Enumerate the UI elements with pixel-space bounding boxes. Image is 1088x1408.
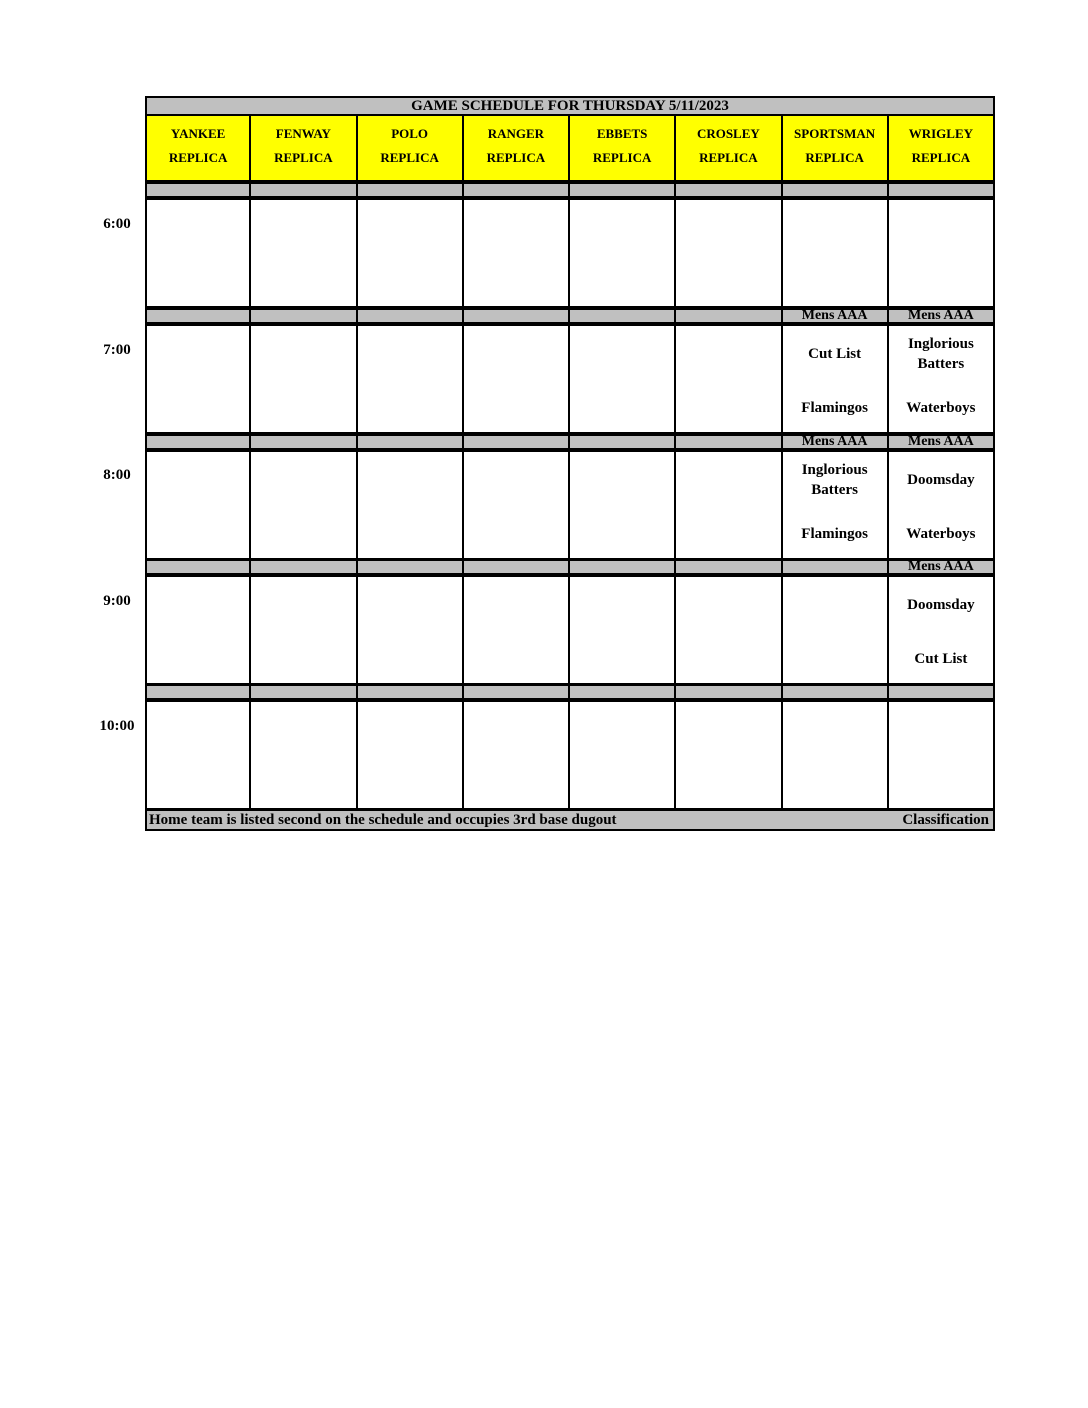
game-cell-wrigley-800: [889, 450, 995, 560]
field-header-row: [145, 116, 995, 182]
classification-cell: [358, 308, 464, 324]
field-header-yankee: YANKEE REPLICA: [145, 116, 251, 182]
away-team: Doomsday: [907, 597, 975, 613]
footer-note: Home team is listed second on the schedule and occupies 3rd base dugout: [149, 812, 617, 828]
classification-cell: [145, 182, 251, 198]
field-header-ranger: RANGER REPLICA: [464, 116, 570, 182]
game-cell: [464, 700, 570, 810]
game-cell: [464, 198, 570, 308]
classification-cell: [889, 182, 995, 198]
game-cell: [783, 575, 889, 685]
game-cell: [358, 198, 464, 308]
game-cell: [570, 700, 676, 810]
classification-band-700: [145, 308, 995, 324]
away-team: Inglorious Batters: [801, 462, 868, 498]
game-cell: [251, 450, 357, 560]
game-cell: [676, 575, 782, 685]
classification-cell: [570, 684, 676, 700]
classification-cell: [464, 182, 570, 198]
game-cell: [464, 575, 570, 685]
game-cell: [570, 198, 676, 308]
game-cell: [676, 700, 782, 810]
time-slot-600: [145, 198, 995, 308]
classification-band-900: [145, 559, 995, 575]
field-header-polo: POLO REPLICA: [358, 116, 464, 182]
classification-wrigley-800: Mens AAA: [889, 434, 995, 450]
field-header-crosley: CROSLEY REPLICA: [676, 116, 782, 182]
game-cell: [251, 700, 357, 810]
game-cell: [358, 324, 464, 434]
schedule-title: GAME SCHEDULE FOR THURSDAY 5/11/2023: [145, 96, 995, 116]
classification-cell: [783, 684, 889, 700]
classification-cell: [251, 308, 357, 324]
game-cell: [676, 198, 782, 308]
game-cell: [145, 198, 251, 308]
field-header-ebbets: EBBETS REPLICA: [570, 116, 676, 182]
classification-band-800: [145, 434, 995, 450]
game-cell: [464, 450, 570, 560]
classification-cell: [358, 559, 464, 575]
classification-cell: [783, 182, 889, 198]
classification-cell: [570, 559, 676, 575]
away-team: Cut List: [808, 346, 862, 362]
home-team: Waterboys: [906, 400, 976, 416]
game-cell: [676, 324, 782, 434]
classification-band-1000: [145, 684, 995, 700]
game-cell-wrigley-900: [889, 575, 995, 685]
classification-wrigley-900: Mens AAA: [889, 559, 995, 575]
time-label-600: 6:00: [103, 216, 131, 232]
game-cell: [783, 700, 889, 810]
home-team: Flamingos: [801, 400, 868, 416]
classification-cell: [783, 559, 889, 575]
time-label-900: 9:00: [103, 593, 131, 609]
time-label-1000: 10:00: [99, 718, 135, 734]
game-cell: [783, 198, 889, 308]
classification-cell: [251, 559, 357, 575]
game-cell: [889, 700, 995, 810]
home-team: Cut List: [914, 651, 968, 667]
classification-wrigley-700: Mens AAA: [889, 308, 995, 324]
classification-cell: [889, 684, 995, 700]
classification-cell: [145, 684, 251, 700]
classification-cell: [570, 308, 676, 324]
classification-cell: [358, 684, 464, 700]
game-cell: [358, 450, 464, 560]
classification-cell: [358, 434, 464, 450]
schedule-footer: [145, 809, 995, 831]
classification-sportsman-800: Mens AAA: [783, 434, 889, 450]
time-slot-800: [145, 450, 995, 560]
classification-band-600: [145, 182, 995, 198]
classification-cell: [676, 308, 782, 324]
classification-cell: [570, 182, 676, 198]
game-cell: [358, 700, 464, 810]
classification-cell: [358, 182, 464, 198]
footer-legend: Classification: [902, 812, 989, 828]
classification-cell: [676, 684, 782, 700]
classification-cell: [145, 559, 251, 575]
game-cell: [145, 324, 251, 434]
field-header-fenway: FENWAY REPLICA: [251, 116, 357, 182]
game-cell: [889, 198, 995, 308]
time-slot-900: [145, 575, 995, 685]
classification-cell: [145, 434, 251, 450]
time-label-800: 8:00: [103, 467, 131, 483]
game-cell: [676, 450, 782, 560]
time-slot-1000: [145, 700, 995, 810]
game-cell: [570, 324, 676, 434]
game-cell-sportsman-700: [783, 324, 889, 434]
classification-cell: [676, 559, 782, 575]
classification-cell: [676, 182, 782, 198]
classification-sportsman-700: Mens AAA: [783, 308, 889, 324]
classification-cell: [145, 308, 251, 324]
classification-cell: [464, 434, 570, 450]
home-team: Flamingos: [801, 526, 868, 542]
home-team: Waterboys: [906, 526, 976, 542]
classification-cell: [464, 684, 570, 700]
classification-cell: [464, 308, 570, 324]
time-slot-700: [145, 324, 995, 434]
game-cell: [251, 198, 357, 308]
game-cell: [464, 324, 570, 434]
game-cell: [570, 575, 676, 685]
game-cell: [570, 450, 676, 560]
game-cell: [145, 575, 251, 685]
classification-cell: [464, 559, 570, 575]
game-cell-wrigley-700: [889, 324, 995, 434]
field-header-sportsman: SPORTSMAN REPLICA: [783, 116, 889, 182]
classification-cell: [251, 684, 357, 700]
game-cell: [251, 324, 357, 434]
classification-cell: [251, 434, 357, 450]
away-team: Doomsday: [907, 472, 975, 488]
field-header-wrigley: WRIGLEY REPLICA: [889, 116, 995, 182]
game-cell: [358, 575, 464, 685]
game-cell: [251, 575, 357, 685]
game-cell: [145, 450, 251, 560]
away-team: Inglorious Batters: [907, 336, 974, 372]
game-cell: [145, 700, 251, 810]
game-cell-sportsman-800: [783, 450, 889, 560]
classification-cell: [570, 434, 676, 450]
classification-cell: [676, 434, 782, 450]
time-label-700: 7:00: [103, 342, 131, 358]
classification-cell: [251, 182, 357, 198]
